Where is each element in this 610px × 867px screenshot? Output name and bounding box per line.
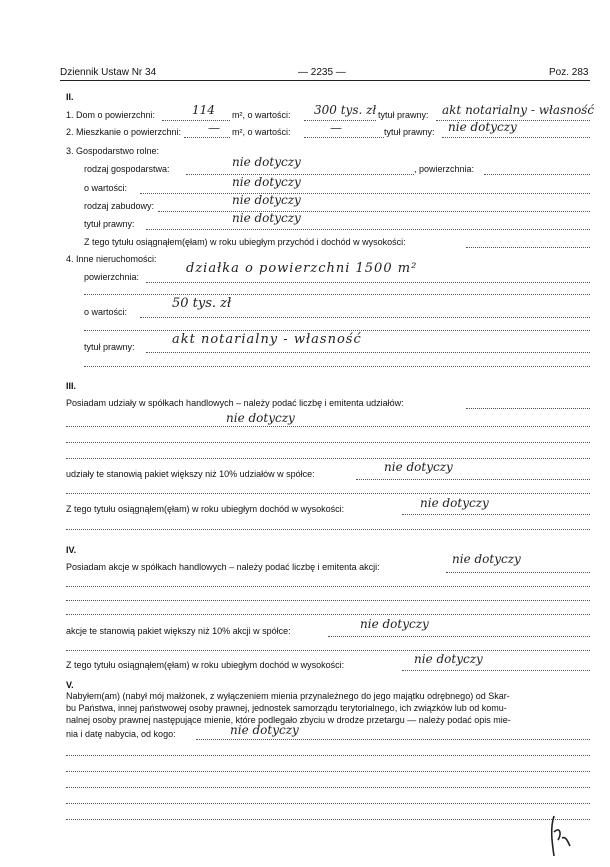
apartment-label: 2. Mieszkanie o powierzchni: bbox=[66, 127, 182, 137]
house-area-value: 114 bbox=[192, 103, 215, 117]
shares-income-line bbox=[402, 514, 590, 515]
acquisition-text-2: bu Państwa, innej państwowej osoby prawnej, jednostek samorządu terytorialnego, ich związków lub od komu- bbox=[66, 703, 507, 713]
farm-value-value: nie dotyczy bbox=[232, 175, 301, 189]
section-iii-title: III. bbox=[66, 381, 77, 391]
apartment-title-value: nie dotyczy bbox=[448, 120, 517, 134]
farm-title-line bbox=[146, 229, 590, 230]
stocks-value: nie dotyczy bbox=[452, 552, 521, 566]
shares-income-label: Z tego tytułu osiągnąłem(ęłam) w roku ubiegłym dochód w wysokości: bbox=[66, 504, 345, 514]
other-title-value: akt notarialny - własność bbox=[172, 332, 362, 347]
farm-title-value: nie dotyczy bbox=[232, 211, 301, 225]
apartment-area-value: — bbox=[208, 121, 220, 135]
shares-package-line-2 bbox=[66, 493, 590, 494]
acquisition-line-3 bbox=[66, 771, 590, 772]
other-value-line-2 bbox=[84, 330, 590, 331]
other-value-label: o wartości: bbox=[84, 307, 128, 317]
other-area-value: działka o powierzchni 1500 m² bbox=[186, 261, 418, 276]
acquisition-line bbox=[196, 739, 590, 740]
other-value-value: 50 tys. zł bbox=[172, 296, 232, 311]
shares-value: nie dotyczy bbox=[226, 411, 295, 425]
shares-package-value: nie dotyczy bbox=[384, 460, 453, 474]
acquisition-text-4: nia i datę nabycia, od kogo: bbox=[66, 729, 176, 739]
header-rule bbox=[60, 80, 590, 81]
shares-line-3 bbox=[66, 442, 590, 443]
stocks-label: Posiadam akcje w spółkach handlowych – należy podać liczbę i emitenta akcji: bbox=[66, 562, 380, 572]
farm-buildings-label: rodzaj zabudowy: bbox=[84, 201, 155, 211]
farm-area-label: , powierzchnia: bbox=[414, 164, 475, 174]
shares-income-value: nie dotyczy bbox=[420, 496, 489, 510]
section-ii-title: II. bbox=[66, 92, 74, 102]
stocks-income-label: Z tego tytułu osiągnąłem(ęłam) w roku ubiegłym dochód w wysokości: bbox=[66, 660, 345, 670]
apartment-value-label: m², o wartości: bbox=[232, 127, 291, 137]
acquisition-line-4 bbox=[66, 787, 590, 788]
house-label: 1. Dom o powierzchni: bbox=[66, 110, 156, 120]
farm-label: 3. Gospodarstwo rolne: bbox=[66, 146, 160, 156]
stocks-income-line bbox=[402, 670, 590, 671]
page-number: — 2235 — bbox=[298, 67, 346, 78]
section-iv-title: IV. bbox=[66, 545, 77, 555]
farm-type-label: rodzaj gospodarstwa: bbox=[84, 164, 170, 174]
shares-line bbox=[466, 408, 590, 409]
farm-income-line bbox=[466, 247, 590, 248]
acquisition-value: nie dotyczy bbox=[230, 723, 299, 737]
shares-label: Posiadam udziały w spółkach handlowych – należy podać liczbę i emitenta udziałów: bbox=[66, 398, 404, 408]
apartment-value-line bbox=[304, 137, 384, 138]
journal-title: Dziennik Ustaw Nr 34 bbox=[60, 67, 157, 78]
house-value-label: m², o wartości: bbox=[232, 110, 291, 120]
farm-buildings-line bbox=[158, 211, 590, 212]
other-area-line-2 bbox=[84, 294, 590, 295]
farm-buildings-value: nie dotyczy bbox=[232, 193, 301, 207]
stocks-line-2 bbox=[66, 586, 590, 587]
shares-package-label: udziały te stanowią pakiet większy niż 10% udziałów w spółce: bbox=[66, 469, 315, 479]
acquisition-text-3: nalnej osoby prawnej następujące mienie, które podlegało zbyciu w drodze przetargu — należy podać opis mie- bbox=[66, 715, 511, 725]
shares-line-4 bbox=[66, 458, 590, 459]
farm-value-line bbox=[140, 193, 590, 194]
apartment-title-label: tytuł prawny: bbox=[384, 127, 435, 137]
stocks-income-value: nie dotyczy bbox=[414, 652, 483, 666]
apartment-area-line bbox=[184, 137, 230, 138]
stocks-line bbox=[446, 572, 590, 573]
house-title-value: akt notarialny - własność bbox=[442, 103, 595, 117]
acquisition-line-5 bbox=[66, 803, 590, 804]
position-number: Poz. 283 bbox=[549, 67, 589, 78]
section-v-title: V. bbox=[66, 680, 74, 690]
apartment-title-line bbox=[442, 137, 590, 138]
house-value-value: 300 tys. zł bbox=[314, 103, 377, 117]
other-title-label: tytuł prawny: bbox=[84, 342, 135, 352]
apartment-value-value: — bbox=[330, 121, 342, 135]
other-title-line-2 bbox=[84, 366, 590, 367]
stocks-package-line-2 bbox=[66, 650, 590, 651]
other-property-label: 4. Inne nieruchomości: bbox=[66, 254, 157, 264]
acquisition-text-1: Nabyłem(am) (nabył mój małżonek, z wyłączeniem mienia przynależnego do jego majątku odrębnego) od Skar- bbox=[66, 691, 510, 701]
acquisition-line-6 bbox=[66, 819, 590, 820]
other-area-line bbox=[146, 282, 590, 283]
acquisition-line-2 bbox=[66, 755, 590, 756]
farm-income-label: Z tego tytułu osiągnąłem(ęłam) w roku ubiegłym przychód i dochód w wysokości: bbox=[84, 237, 406, 247]
shares-package-line bbox=[356, 479, 590, 480]
other-title-line bbox=[146, 352, 590, 353]
stocks-line-3 bbox=[66, 600, 590, 601]
initials-signature bbox=[540, 812, 580, 860]
stocks-package-label: akcje te stanowią pakiet większy niż 10% akcji w spółce: bbox=[66, 626, 291, 636]
shares-income-line-2 bbox=[66, 529, 590, 530]
farm-value-label: o wartości: bbox=[84, 183, 128, 193]
shares-line-2 bbox=[66, 426, 590, 427]
stocks-package-value: nie dotyczy bbox=[360, 617, 429, 631]
farm-title-label: tytuł prawny: bbox=[84, 219, 135, 229]
farm-type-value: nie dotyczy bbox=[232, 155, 301, 169]
stocks-package-line bbox=[328, 636, 590, 637]
other-area-label: powierzchnia: bbox=[84, 272, 140, 282]
stocks-line-4 bbox=[66, 614, 590, 615]
farm-area-line bbox=[484, 174, 590, 175]
house-title-label: tytuł prawny: bbox=[378, 110, 429, 120]
other-value-line bbox=[140, 317, 590, 318]
